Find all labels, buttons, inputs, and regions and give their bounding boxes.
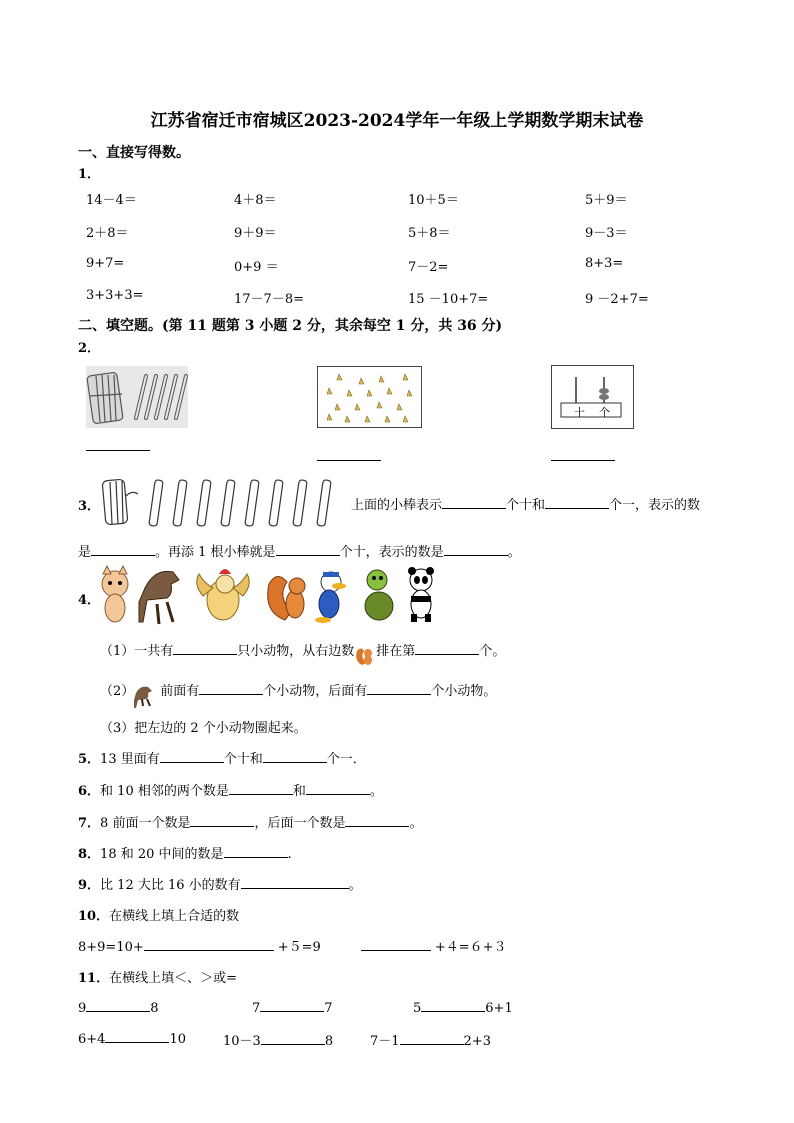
question-3-number: 3． [78,499,101,514]
q4-sub1-text-3: 排在第 [376,644,416,659]
q2-answer-blank-2[interactable] [317,460,381,461]
q2-answer-blank-3[interactable] [551,460,615,461]
q8-text-1: 18 和 20 中间的数是 [100,847,224,862]
question-4-number: 4． [78,593,101,608]
arith-r4c3: 15 －10+7= [408,292,489,307]
q4-sub1-text-1: （1）一共有 [100,644,174,659]
q11-r2i1-left: 6+4 [78,1032,106,1047]
question-10-number: 10． [78,909,110,924]
q11-r1i1-right: 8 [150,1001,159,1016]
q11-r2i3-right: 2+3 [463,1034,491,1049]
arith-r2c4: 9－3＝ [585,226,628,241]
question-5-number: 5． [78,752,101,767]
arith-r1c4: 5＋9＝ [585,193,628,208]
q6-text-2: 和 [292,784,306,799]
q4-sub2-text-2: 前面有 [160,684,200,699]
q5-text-2: 个十和 [223,752,263,767]
arith-r1c2: 4＋8＝ [234,193,277,208]
q10-eq2-right: +４=６+３ [434,940,507,955]
q5-text-1: 13 里面有 [100,752,160,767]
q3-blank-number[interactable] [91,543,155,556]
stars-box-image [317,366,422,428]
q4-blank-before[interactable] [199,682,263,695]
q4-sub1 [100,640,505,659]
sticks-bundle-image [86,366,188,428]
q6-blank-2[interactable] [306,782,370,795]
abacus-image [551,365,634,429]
q11-text: 在横线上填＜、＞或= [109,971,237,986]
q3-text-5: 。再添 1 根小棒就是 [155,545,276,560]
turtle-icon [365,570,393,620]
q4-sub2-text-4: 个小动物。 [431,684,497,699]
cat-icon [102,566,128,622]
q3-text-6: 个十，表示的数是 [339,545,444,560]
q10-equations [78,936,507,955]
q11-r1i3-blank[interactable] [421,999,485,1012]
q11-r1i3-right: 6+1 [485,1001,513,1016]
q4-blank-after[interactable] [367,682,431,695]
q11-row1-item2 [252,999,333,1016]
q5-text-3: 个一． [326,752,366,767]
question-9-number: 9． [78,878,101,893]
q9-text-1: 比 12 大比 16 小的数有 [100,878,241,893]
q7-text-2: ，后面一个数是 [254,816,346,831]
question-7-number: 7． [78,816,101,831]
q3-text-4: 是 [78,545,92,560]
rooster-icon [197,569,250,620]
q9-text-2: 。 [348,878,362,893]
q3-blank-new-tens[interactable] [276,543,340,556]
question-8-number: 8． [78,847,101,862]
squirrel-small-icon [354,645,376,659]
question-5 [78,748,366,767]
abacus-ones-label: 个 [599,406,610,419]
q3-blank-ones[interactable] [545,496,609,509]
q11-row2-item2 [223,1030,333,1049]
q6-text-3: 。 [369,784,383,799]
q11-r1i3-left: 5 [413,1001,422,1016]
q6-blank-1[interactable] [229,782,293,795]
q11-r2i2-blank[interactable] [261,1032,325,1045]
q5-blank-tens[interactable] [160,750,224,763]
q4-sub2-text-3: 个小动物，后面有 [263,684,368,699]
q10-eq1-right: +５=9 [277,940,321,955]
section-2-heading: 二、填空题。(第 11 题第 3 小题 2 分，其余每空 1 分，共 36 分) [78,318,503,334]
q8-blank[interactable] [224,845,288,858]
q4-sub2-text-1: （2） [100,684,135,699]
q3-text-3: 个一，表示的数 [609,498,701,513]
arith-r4c4: 9 －2+7= [585,292,649,307]
q5-blank-ones[interactable] [263,750,327,763]
q3-text-1: 上面的小棒表示 [351,498,443,513]
arith-r4c1: 3+3+3= [86,288,144,303]
q4-blank-count[interactable] [173,642,237,655]
q3-line1 [351,494,700,513]
page-title: 江苏省宿迁市宿城区2023-2024学年一年级上学期数学期末试卷 [150,111,644,131]
q4-sub1-text-2: 只小动物，从右边数 [237,644,355,659]
panda-icon [408,567,434,622]
q9-blank[interactable] [241,876,349,889]
squirrel-icon [268,576,305,620]
arith-r4c2: 17－7－8= [234,292,304,307]
q7-blank-after[interactable] [345,814,409,827]
q11-r2i3-left: 7－1 [370,1034,400,1049]
q11-row1-item3 [413,999,513,1016]
q6-text-1: 和 10 相邻的两个数是 [100,784,229,799]
q11-r1i2-blank[interactable] [260,999,324,1012]
arith-r3c2: 0+9 ＝ [234,260,279,275]
section-1-heading: 一、直接写得数。 [78,145,190,161]
arith-r1c3: 10＋5＝ [408,193,459,208]
question-8 [78,843,292,862]
q11-r1i2-left: 7 [252,1001,261,1016]
q3-blank-tens[interactable] [442,496,506,509]
arith-r3c4: 8+3= [585,256,624,271]
question-10 [78,905,239,924]
q8-text-2: . [287,847,292,862]
arith-r2c1: 2＋8＝ [86,226,129,241]
q2-answer-blank-1[interactable] [86,450,150,451]
sticks-row-image [100,474,350,528]
question-2-number: 2． [78,341,101,356]
question-11 [78,967,237,986]
abacus-tens-label: 十 [574,406,585,419]
q11-r2i2-left: 10－3 [223,1034,261,1049]
question-6-number: 6． [78,784,101,799]
q7-text-1: 8 前面一个数是 [100,816,191,831]
q3-text-2: 个十和 [506,498,546,513]
q3-blank-new-number[interactable] [444,543,508,556]
q11-row2-item1 [78,1030,186,1047]
q11-r1i2-right: 7 [324,1001,333,1016]
q11-r2i1-right: 10 [169,1032,186,1047]
q4-sub3: （3）把左边的 2 个小动物圈起来。 [100,721,307,736]
q11-r2i3-blank[interactable] [400,1032,464,1045]
q3-text-7: 。 [507,545,521,560]
question-9 [78,874,362,893]
q3-line2 [78,541,521,560]
arith-r3c1: 9+7= [86,256,125,271]
question-11-number: 11． [78,971,110,986]
arith-r2c2: 9＋9＝ [234,226,277,241]
q11-row1-item1 [78,999,159,1016]
q10-eq1-left: 8+9=10+ [78,940,144,955]
q11-r1i1-left: 9 [78,1001,87,1016]
q11-r2i1-blank[interactable] [105,1030,169,1043]
q11-r2i2-right: 8 [324,1034,334,1049]
q7-blank-before[interactable] [190,814,254,827]
horse-icon [139,571,179,624]
q11-row2-item3 [370,1030,491,1049]
question-1-number: 1． [78,167,101,182]
q11-r1i1-blank[interactable] [86,999,150,1012]
q10-blank-2[interactable] [361,938,431,951]
horse-small-icon [134,685,160,699]
q10-text: 在横线上填上合适的数 [109,909,240,924]
arith-r1c1: 14－4＝ [86,193,137,208]
duck-icon [315,572,346,623]
q4-blank-position[interactable] [415,642,479,655]
arith-r2c3: 5＋8＝ [408,226,451,241]
q7-text-3: 。 [409,816,423,831]
q4-sub1-text-4: 个。 [479,644,506,659]
arith-r3c3: 7－2= [408,260,449,275]
animals-row-image [95,566,450,626]
question-6 [78,780,383,799]
q4-sub2 [100,680,496,699]
q10-blank-1[interactable] [144,938,274,951]
question-7 [78,812,422,831]
